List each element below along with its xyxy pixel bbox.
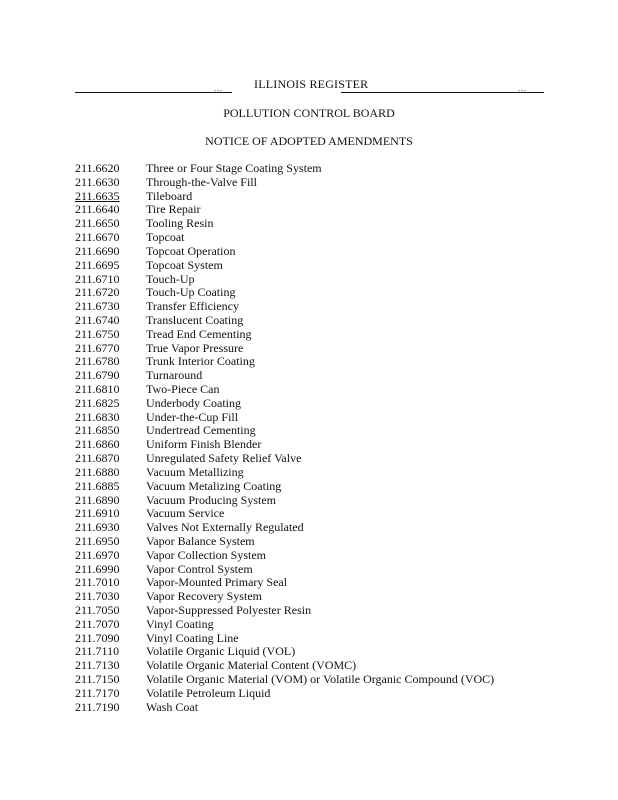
definition-row	[75, 494, 494, 508]
defined-term: Two-Piece Can	[146, 382, 220, 396]
section-number: 211.7150	[75, 672, 120, 687]
defined-term: Vinyl Coating Line	[146, 630, 239, 645]
definition-row	[75, 673, 494, 687]
defined-term: Touch-Up Coating	[146, 285, 236, 300]
section-number: 211.7130	[75, 658, 120, 673]
definition-row	[75, 521, 494, 535]
definition-row	[75, 576, 494, 590]
definition-row	[75, 659, 494, 673]
defined-term: Vapor-Suppressed Polyester Resin	[146, 603, 312, 617]
definition-row	[75, 300, 494, 314]
definition-row	[75, 397, 494, 411]
section-number: 211.6720	[75, 285, 120, 300]
section-number: 211.6630	[75, 174, 120, 189]
definition-row	[75, 535, 494, 549]
section-number: 211.7090	[75, 630, 120, 645]
defined-term: Vapor Balance System	[146, 533, 255, 548]
section-number: 211.6890	[75, 492, 120, 507]
section-number: 211.6870	[75, 451, 120, 466]
section-number: 211.6690	[75, 243, 120, 258]
defined-term: Tread End Cementing	[146, 326, 252, 341]
defined-term: Underbody Coating	[146, 395, 241, 410]
section-number: 211.6950	[75, 533, 120, 548]
definition-row	[75, 342, 494, 356]
definition-row	[75, 466, 494, 480]
defined-term: Uniform Finish Blender	[146, 437, 262, 452]
definition-row	[75, 480, 494, 494]
defined-term: Translucent Coating	[146, 312, 244, 327]
defined-term: Vapor Recovery System	[146, 589, 262, 604]
definition-row	[75, 618, 494, 632]
header-dots-left: ...	[214, 84, 223, 93]
section-number: 211.6880	[75, 464, 120, 479]
section-number: 211.6710	[75, 271, 120, 286]
section-number: 211.6930	[75, 520, 120, 535]
defined-term: Touch-Up	[146, 271, 195, 286]
definition-row	[75, 452, 494, 466]
defined-term: Tire Repair	[146, 202, 201, 217]
defined-term: Topcoat System	[146, 257, 223, 272]
definition-row	[75, 604, 494, 618]
section-number: 211.6780	[75, 354, 120, 369]
notice-title: NOTICE OF ADOPTED AMENDMENTS	[205, 134, 413, 148]
defined-term: Wash Coat	[146, 699, 199, 714]
section-number: 211.6990	[75, 561, 120, 576]
defined-term: Vacuum Metallizing	[146, 464, 244, 479]
defined-term: Unregulated Safety Relief Valve	[146, 451, 302, 466]
section-number: 211.6730	[75, 299, 120, 314]
definition-row	[75, 259, 494, 273]
definition-row	[75, 328, 494, 342]
section-number: 211.6860	[75, 437, 120, 452]
defined-term: Topcoat	[146, 230, 185, 245]
section-number: 211.6810	[75, 382, 120, 396]
definition-row	[75, 383, 494, 397]
section-number: 211.6970	[75, 547, 120, 562]
defined-term: Valves Not Externally Regulated	[146, 520, 304, 535]
defined-term: Volatile Petroleum Liquid	[146, 685, 271, 700]
section-number: 211.7070	[75, 616, 120, 631]
defined-term: Vinyl Coating	[146, 616, 214, 631]
section-number: 211.7110	[75, 644, 120, 659]
header-rule-right	[341, 92, 544, 93]
defined-term: Vapor Control System	[146, 561, 253, 576]
defined-term: Volatile Organic Liquid (VOL)	[146, 644, 296, 659]
header-rule-left	[75, 92, 232, 93]
register-title: ILLINOIS REGISTER	[254, 77, 369, 91]
section-number: 211.7170	[75, 685, 120, 700]
defined-term: True Vapor Pressure	[146, 340, 244, 355]
definition-row	[75, 424, 494, 438]
section-number: 211.7010	[75, 575, 120, 590]
defined-term: Vacuum Metalizing Coating	[146, 478, 282, 493]
definition-row	[75, 563, 494, 577]
section-number: 211.6830	[75, 409, 120, 424]
definition-row	[75, 245, 494, 259]
defined-term: Three or Four Stage Coating System	[146, 161, 322, 175]
definition-row	[75, 632, 494, 646]
section-number: 211.6740	[75, 312, 120, 327]
definition-row	[75, 438, 494, 452]
definition-row	[75, 217, 494, 231]
definition-row	[75, 507, 494, 521]
section-number: 211.6770	[75, 340, 120, 355]
section-number: 211.6650	[75, 216, 120, 231]
definition-row	[75, 314, 494, 328]
definition-row	[75, 286, 494, 300]
defined-term: Vacuum Producing System	[146, 492, 276, 507]
definition-row	[75, 549, 494, 563]
defined-term: Topcoat Operation	[146, 243, 236, 258]
defined-term: Vapor-Mounted Primary Seal	[146, 575, 288, 590]
defined-term: Tileboard	[146, 188, 193, 203]
defined-term: Volatile Organic Material (VOM) or Volatile Organic Compound (VOC)	[146, 672, 495, 687]
section-number: 211.6620	[75, 161, 120, 175]
board-name: POLLUTION CONTROL BOARD	[223, 106, 395, 120]
defined-term: Trunk Interior Coating	[146, 354, 255, 369]
definition-row	[75, 369, 494, 383]
defined-term: Volatile Organic Material Content (VOMC)	[146, 658, 357, 673]
section-number: 211.6910	[75, 506, 120, 521]
definition-row	[75, 203, 494, 217]
definition-row	[75, 590, 494, 604]
defined-term: Transfer Efficiency	[146, 299, 239, 314]
defined-term: Vacuum Service	[146, 506, 225, 521]
defined-term: Turnaround	[146, 368, 203, 383]
definitions-list	[75, 162, 494, 715]
definition-row	[75, 355, 494, 369]
definition-row	[75, 162, 494, 176]
section-number: 211.6850	[75, 423, 120, 438]
defined-term: Tooling Resin	[146, 216, 214, 231]
header-dots-right: ...	[518, 84, 527, 93]
defined-term: Under-the-Cup Fill	[146, 409, 239, 424]
definition-row	[75, 645, 494, 659]
defined-term: Vapor Collection System	[146, 547, 266, 562]
section-number: 211.7050	[75, 603, 120, 617]
section-number: 211.6640	[75, 202, 120, 217]
definition-row	[75, 687, 494, 701]
section-number: 211.6670	[75, 230, 120, 245]
section-number: 211.6885	[75, 478, 120, 493]
definition-row	[75, 231, 494, 245]
defined-term: Through-the-Valve Fill	[146, 174, 257, 189]
definition-row	[75, 273, 494, 287]
defined-term: Undertread Cementing	[146, 423, 256, 438]
definition-row	[75, 411, 494, 425]
section-number: 211.7030	[75, 589, 120, 604]
section-number: 211.6825	[75, 395, 120, 410]
definition-row	[75, 701, 494, 715]
section-number: 211.6695	[75, 257, 120, 272]
section-number: 211.6635	[75, 188, 120, 203]
section-number: 211.7190	[75, 699, 120, 714]
definition-row	[75, 176, 494, 190]
section-number: 211.6790	[75, 368, 120, 383]
definition-row	[75, 190, 494, 204]
section-number: 211.6750	[75, 326, 120, 341]
